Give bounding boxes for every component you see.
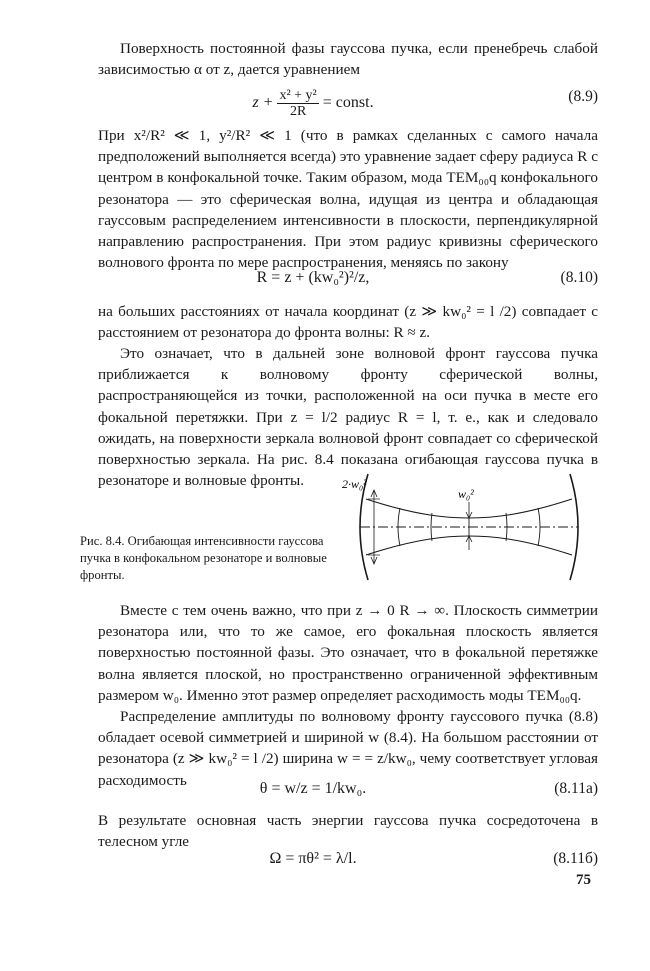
eq-fraction bbox=[277, 88, 318, 119]
paragraph-sphere: При x²/R² ≪ 1, y²/R² ≪ 1 (что в рамках сделанных с самого начала предположений выполняется всегда) это уравнение задает сферу радиуса R с центром в конфокальной точке. Таким образом, мода TEM₀₀q конфокального резонатора — это сферическая волна, идущая из центра и обладающая гауссовым распределением интенсивности в плоскости, перпендикулярной направлению распространения. При этом радиус кривизны сферического волнового фронта по мере распространения, меняясь по закону bbox=[98, 127, 598, 272]
eq-fraction-numerator: x² + y² bbox=[279, 88, 317, 103]
equation-8-10 bbox=[98, 265, 598, 295]
label-w0-squared: w₀² bbox=[458, 487, 474, 501]
equation-number: (8.11а) bbox=[554, 780, 598, 797]
equation-8-9 bbox=[98, 84, 598, 119]
equation-body: θ = w/z = 1/kw₀. bbox=[259, 780, 367, 797]
paragraph-far-zone: Это означает, что в дальней зоне волновой фронт гауссова пучка приближается к волновому фронту сферической волны, распространяющейся из точки, расположенной на оси пучка в месте его фокальной перетяжки. При z = l/2 радиус R = l, т. е., как и следовало ожидать, на поверхности зеркала волновой фронт совпадает со сферической поверхностью зеркала. На рис. 8.4 показана огибающая гауссова пучка в резонаторе и волновые фронты. bbox=[98, 345, 598, 490]
paragraph-symmetry-plane: Вместе с тем очень важно, что при z → 0 R → ∞. Плоскость симметрии резонатора или, что то же самое, его фокальная плоскость является поверхностью постоянной фазы. Это означает, что в фокальной перетяжке волна является плоской, но пространственно ограниченной эффективным размером w₀. Именно этот размер определяет расходимость моды TEM₀₀q. bbox=[98, 602, 598, 704]
paragraph-intro: Поверхность постоянной фазы гауссова пучка, если пренебречь слабой зависимостью α от z, дается уравнением bbox=[98, 40, 598, 79]
label-2w0-squared: 2·w₀² bbox=[342, 477, 367, 491]
equation-body: R = z + (kw₀²)²/z, bbox=[256, 269, 370, 286]
eq-lhs: z + bbox=[252, 94, 274, 112]
eq-rhs: = const. bbox=[322, 94, 374, 112]
equation-body bbox=[98, 88, 528, 119]
equation-8-11a bbox=[98, 776, 598, 806]
figure-caption: Рис. 8.4. Огибающая интенсивности гауссова пучка в конфокальном резонаторе и волновые фронты. bbox=[80, 534, 327, 582]
wavefront bbox=[431, 513, 432, 541]
equation-number: (8.10) bbox=[560, 269, 598, 286]
equation-body: Ω = πθ² = λ/l. bbox=[269, 850, 357, 867]
eq-fraction-denominator: 2R bbox=[289, 104, 307, 119]
equation-8-11b bbox=[98, 846, 598, 876]
equation-number: (8.9) bbox=[568, 88, 598, 105]
figure-8-4 bbox=[338, 468, 600, 586]
paragraph-amplitude: Распределение амплитуды по волновому фронту гауссового пучка (8.8) обладает осевой симметрией и шириной w (8.4). На большом расстоянии от резонатора (z ≫ kw₀² = l /2) ширина w = = z/kw₀, чему соответствует угловая расходимость bbox=[98, 708, 598, 789]
paragraph-far-distance: на больших расстояниях от начала координат (z ≫ kw₀² = l /2) совпадает с расстоянием от резонатора до фронта волны: R ≈ z. bbox=[98, 303, 598, 342]
paragraph-solid-angle: В результате основная часть энергии гауссова пучка сосредоточена в телесном угле bbox=[98, 812, 598, 851]
equation-number: (8.11б) bbox=[553, 850, 598, 867]
wavefront bbox=[538, 508, 540, 546]
page-number: 75 bbox=[576, 872, 591, 888]
